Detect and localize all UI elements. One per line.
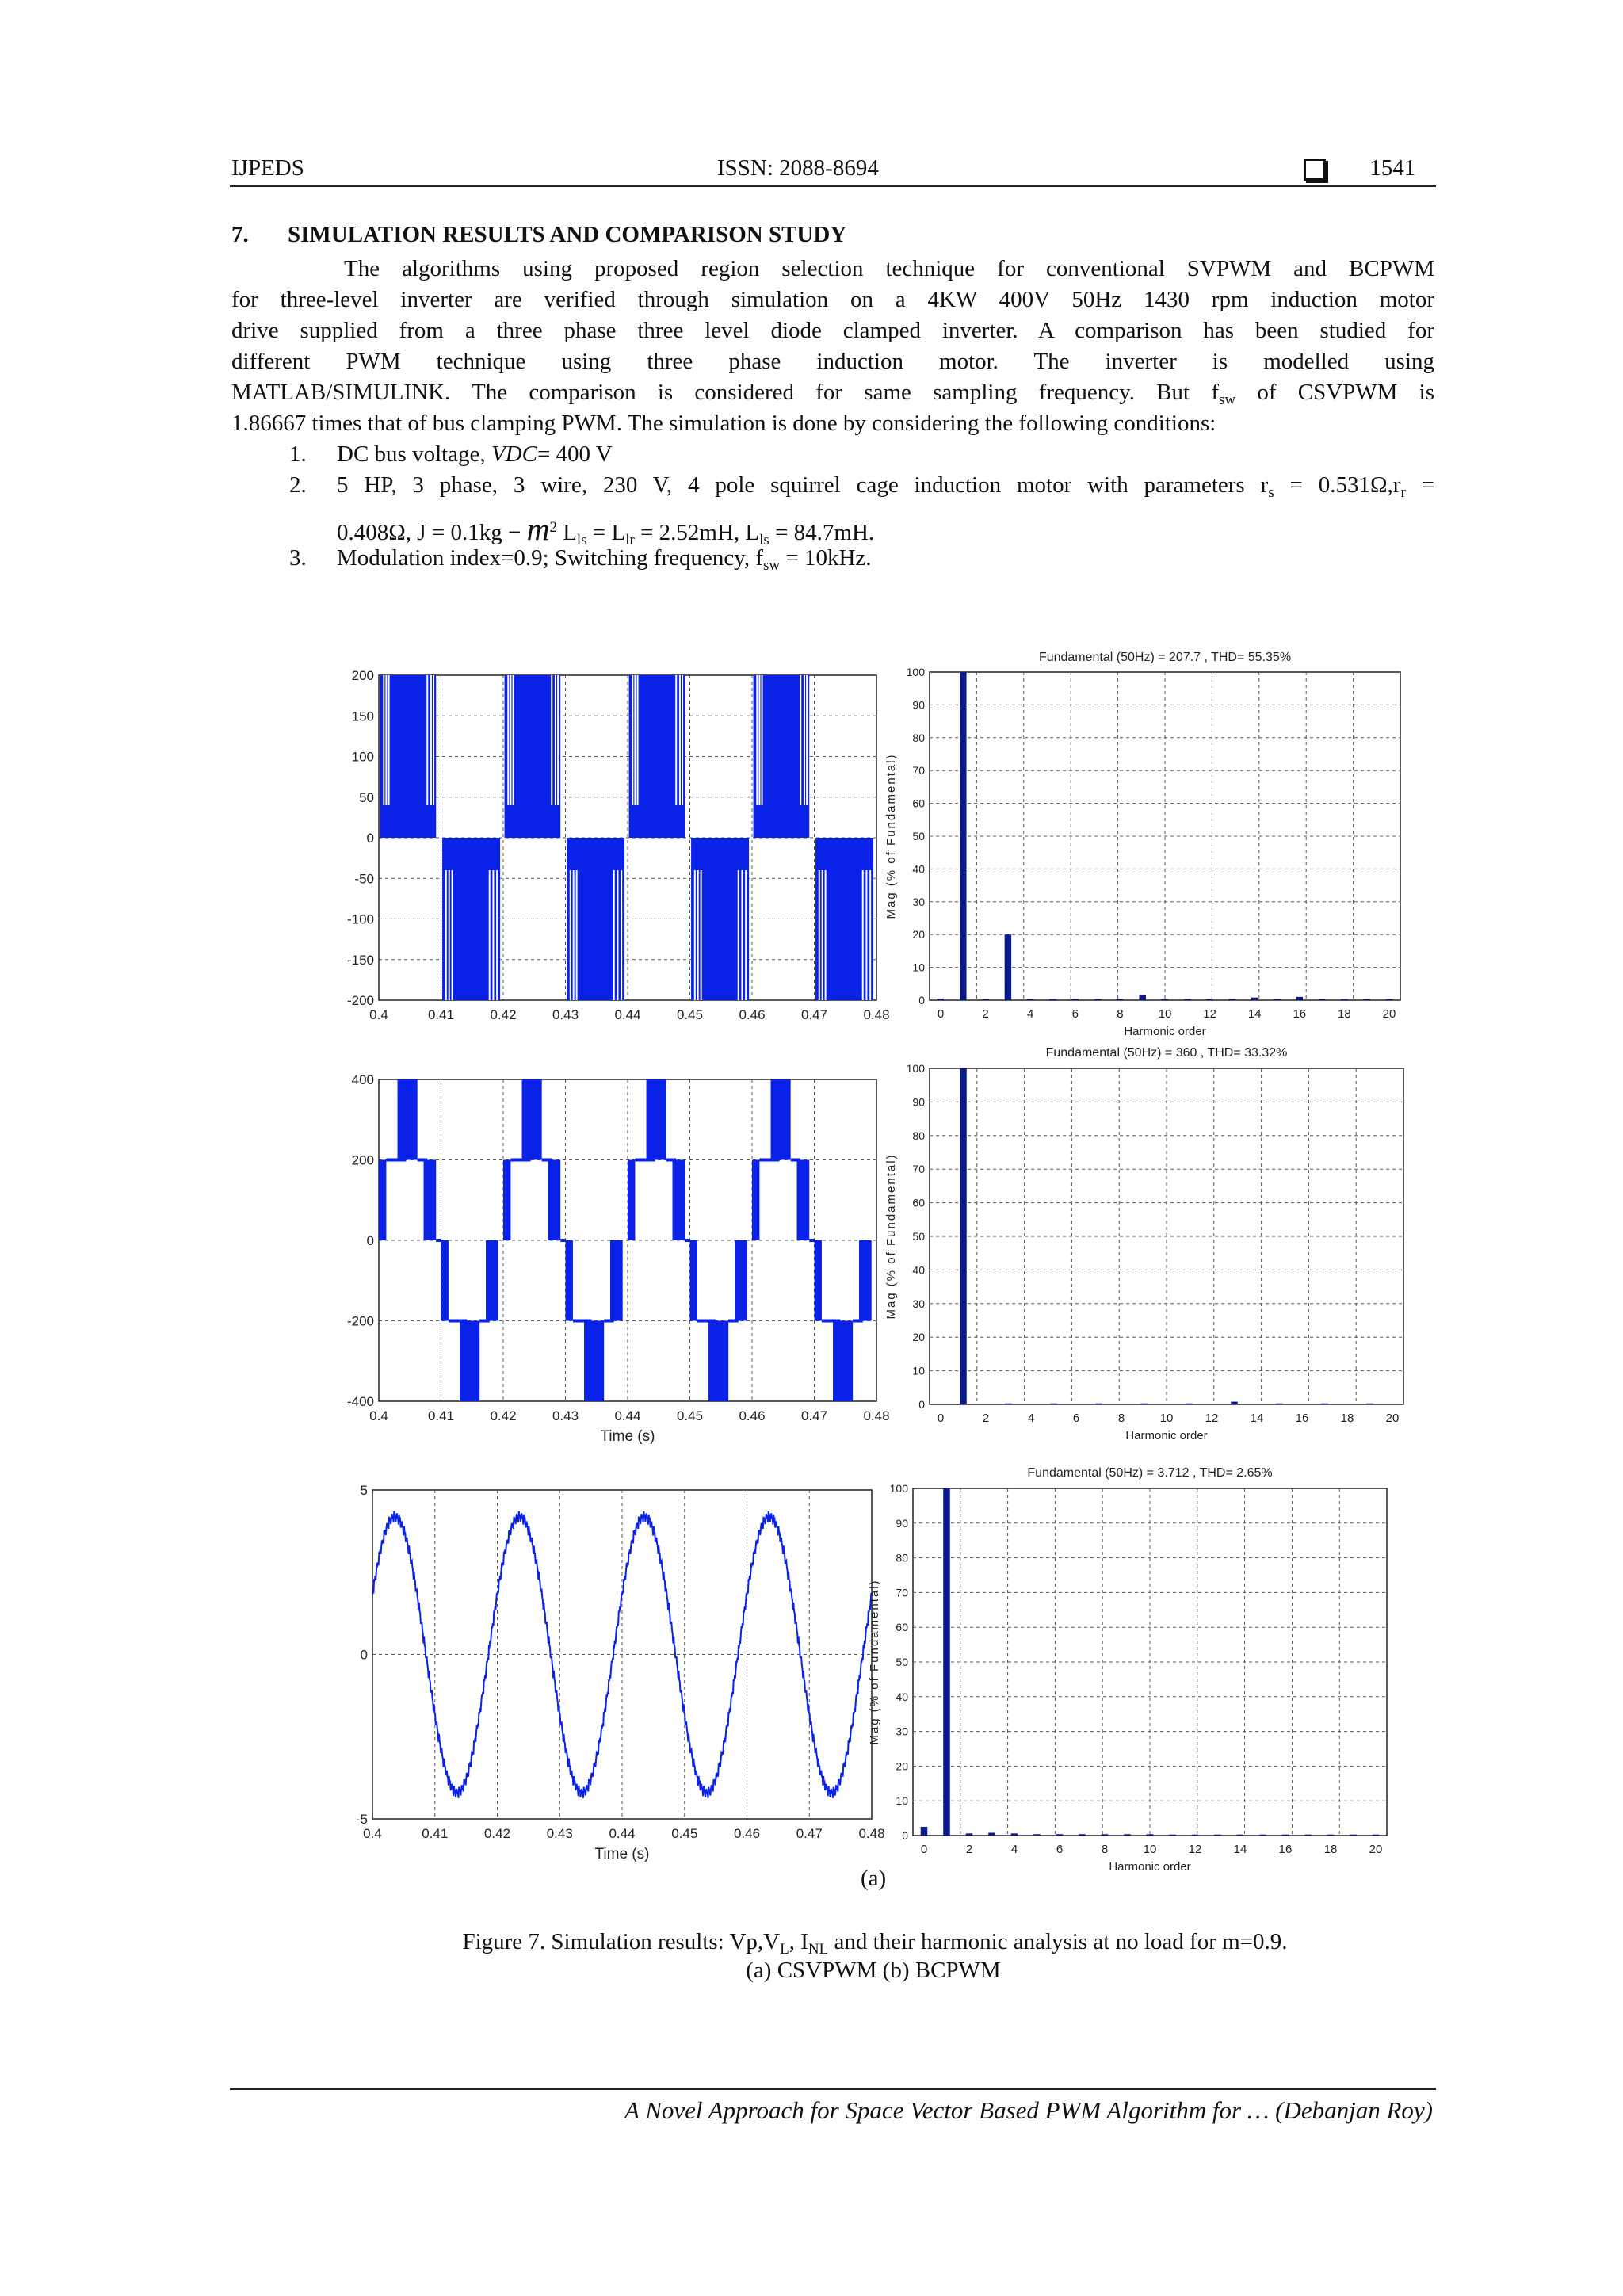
para-line: The algorithms using proposed region selection technique for conventional SVPWM and BCPWM [344, 256, 1434, 281]
journal-name: IJPEDS [231, 155, 304, 181]
spectrum-3-bar [1350, 1835, 1357, 1836]
inl-chart-y-tick: 5 [360, 1483, 368, 1498]
vl-pwm-block [673, 1160, 685, 1241]
vl-pwm-block [548, 1160, 561, 1241]
spectrum-3-bar [921, 1827, 928, 1836]
vp-chart-x-tick: 0.42 [490, 1007, 517, 1022]
inl-chart-x-tick: 0.47 [796, 1826, 823, 1841]
page-number: 1541 [1369, 155, 1416, 181]
vl-pwm-block [815, 1240, 822, 1321]
spectrum-3-y-tick: 40 [896, 1690, 908, 1703]
spectrum-1-bar [1027, 999, 1033, 1000]
spectrum-1-x-tick: 6 [1071, 1007, 1079, 1021]
vl-pwm-block [424, 1160, 437, 1241]
spectrum-3-bar [1124, 1834, 1131, 1836]
spectrum-1-x-tick: 2 [982, 1007, 989, 1021]
spectrum-1-y-tick: 10 [912, 961, 925, 974]
spectrum-2-x-tick: 10 [1159, 1412, 1174, 1425]
condition-modulation: Modulation index=0.9; Switching frequency, $f_{sw} = 10kHz$. [337, 545, 872, 574]
inl-chart-x-tick: 0.43 [546, 1826, 573, 1841]
vp-chart-y-tick: 150 [351, 709, 374, 724]
spectrum-1-y-tick: 0 [918, 994, 925, 1007]
inl-chart-y-tick: -5 [355, 1812, 368, 1827]
spectrum-3-bar [988, 1832, 995, 1836]
para-line: 1.86667 times that of bus clamping PWM. The simulation is done by considering the following conditions: [231, 411, 1216, 436]
vl-pwm-block [647, 1079, 666, 1160]
spectrum-1-y-tick: 80 [912, 731, 925, 744]
vl-chart-y-tick: 400 [351, 1072, 374, 1087]
condition-dc-bus: DC bus voltage, VDC= 400 V [337, 441, 613, 467]
spectrum-1-bar [1296, 997, 1303, 1000]
spectrum-3-bar [1011, 1833, 1018, 1836]
spectrum-3-bar [1327, 1835, 1335, 1836]
spectrum-3-x-tick: 18 [1323, 1843, 1338, 1856]
vl-chart-x-tick: 0.43 [552, 1408, 579, 1423]
vl-chart-x-tick: 0.41 [427, 1408, 455, 1423]
vp-chart-x-tick: 0.44 [614, 1007, 641, 1022]
vl-pwm-block [628, 1160, 635, 1241]
inl-x-axis-label: Time (s) [594, 1846, 650, 1862]
spectrum-1-y-tick: 30 [912, 895, 925, 908]
spectrum-2-x-tick: 20 [1385, 1412, 1400, 1425]
list-number: 3. [289, 545, 307, 571]
spectrum-3-y-tick: 50 [896, 1656, 908, 1668]
spectrum-2-x-tick: 12 [1205, 1412, 1219, 1425]
spectrum-2-title: Fundamental (50Hz) = 360 , THD= 33.32% [1045, 1046, 1288, 1060]
vl-pwm-block [752, 1160, 759, 1241]
spectrum-1-bar [938, 999, 944, 1000]
footer-rule [230, 2088, 1436, 2090]
spectrum-1-bar [982, 999, 988, 1000]
spectrum-1-bar [1139, 995, 1145, 1000]
spectrum-3-x-tick: 20 [1369, 1843, 1383, 1856]
vl-level-line [809, 1239, 814, 1242]
spectrum-2-y-tick: 70 [912, 1163, 925, 1176]
vp-chart-y-tick: -200 [346, 993, 374, 1008]
spectrum-2-y-tick: 0 [918, 1398, 925, 1411]
inl-chart-y-tick: 0 [360, 1647, 368, 1663]
issn: ISSN: 2088-8694 [717, 155, 879, 181]
inl-chart-x-tick: 0.41 [422, 1826, 449, 1841]
spectrum-3-bar [1259, 1835, 1266, 1836]
vl-chart-x-tick: 0.4 [369, 1408, 388, 1423]
spectrum-3-bar [1192, 1835, 1199, 1836]
spectrum-1-bar [1251, 998, 1258, 1000]
spectrum-1-x-tick: 14 [1247, 1007, 1262, 1021]
vl-pwm-block [797, 1160, 810, 1241]
para-line: MATLAB/SIMULINK. The comparison is considered for same sampling frequency. But $f_{sw}$ of CSVPWM is [231, 380, 1434, 408]
inl-chart-x-tick: 0.4 [363, 1826, 382, 1841]
spectrum-3-x-axis-label: Harmonic order [1109, 1860, 1191, 1874]
vp-chart-x-tick: 0.45 [676, 1007, 704, 1022]
para-line: different PWM technique using three phase induction motor. The inverter is modelled using [231, 349, 1434, 374]
spectrum-2-x-tick: 8 [1117, 1412, 1125, 1425]
vl-pwm-block [441, 1240, 449, 1321]
inl-chart-x-tick: 0.46 [733, 1826, 761, 1841]
spectrum-3-y-tick: 20 [896, 1759, 908, 1773]
spectrum-3-x-tick: 4 [1010, 1843, 1018, 1856]
spectrum-1-y-tick: 100 [906, 666, 925, 678]
vl-level-line [685, 1239, 689, 1242]
spectrum-3-x-tick: 16 [1278, 1843, 1293, 1856]
spectrum-2-y-axis-label: Mag (% of Fundamental) [884, 1153, 898, 1320]
spectrum-3-bar [1169, 1835, 1176, 1836]
spectrum-1-x-axis-label: Harmonic order [1124, 1025, 1206, 1038]
spectrum-3-y-axis-label: Mag (% of Fundamental) [868, 1579, 881, 1745]
spectrum-1-y-tick: 20 [912, 928, 925, 942]
inl-chart-x-tick: 0.44 [609, 1826, 636, 1841]
vl-pwm-block [460, 1321, 479, 1402]
condition-motor-line1: 5 HP, 3 phase, 3 wire, 230 V, 4 pole squirrel cage induction motor with parameters $r_s = 0.531\Omega,r_r$ = [337, 472, 1434, 501]
vp-chart-x-tick: 0.47 [800, 1007, 828, 1022]
spectrum-3-bar [943, 1488, 950, 1836]
spectrum-3-bar [1214, 1835, 1221, 1836]
section-title: SIMULATION RESULTS AND COMPARISON STUDY [288, 222, 847, 247]
spectrum-3-x-tick: 8 [1101, 1843, 1109, 1856]
spectrum-3-x-tick: 14 [1233, 1843, 1247, 1856]
vl-chart-y-tick: 200 [351, 1152, 374, 1168]
vp-chart-x-tick: 0.43 [552, 1007, 579, 1022]
spectrum-3-y-tick: 10 [896, 1794, 908, 1808]
spectrum-1-bar [1341, 999, 1347, 1000]
spectrum-1-x-tick: 4 [1027, 1007, 1034, 1021]
vl-chart-x-tick: 0.48 [863, 1408, 890, 1423]
vl-chart-x-tick: 0.42 [490, 1408, 517, 1423]
spectrum-1-bar [1094, 999, 1101, 1000]
spectrum-1-bar [1049, 999, 1056, 1000]
vp-negative-block [691, 838, 749, 1000]
spectrum-3-bar [1373, 1835, 1380, 1836]
spectrum-1-x-tick: 16 [1293, 1007, 1307, 1021]
spectrum-3-y-tick: 90 [896, 1516, 908, 1530]
spectrum-2-y-tick: 30 [912, 1297, 925, 1310]
vp-chart-y-tick: 100 [351, 749, 374, 765]
spectrum-1-x-tick: 12 [1203, 1007, 1216, 1021]
vp-chart-y-tick: -150 [346, 952, 374, 968]
vp-chart-y-tick: -100 [346, 911, 374, 927]
para-line: drive supplied from a three phase three level diode clamped inverter. A comparison has been studied for [231, 318, 1434, 343]
vl-chart-y-tick: -200 [346, 1313, 374, 1329]
spectrum-3-y-tick: 0 [902, 1829, 908, 1842]
condition-motor-line2: 0.408Ω, $J = 0.1kg - m^2$ $L_{ls} = L_{lr} = 2.52mH$, $L_{ls} = 84.7mH$. [337, 511, 875, 548]
spectrum-2-bar [1231, 1402, 1238, 1404]
spectrum-3-bar [1056, 1834, 1064, 1836]
spectrum-1-bar [1363, 999, 1369, 1000]
list-number: 1. [289, 441, 307, 467]
vl-pwm-block [584, 1321, 604, 1402]
spectrum-3-bar [1102, 1834, 1109, 1836]
spectrum-3-y-tick: 60 [896, 1621, 908, 1634]
vl-level-line [436, 1239, 441, 1242]
section-number: 7. [231, 222, 249, 247]
spectrum-1-y-tick: 50 [912, 830, 925, 842]
vl-chart-x-tick: 0.46 [739, 1408, 766, 1423]
spectrum-1-x-tick: 20 [1382, 1007, 1396, 1021]
spectrum-3-x-tick: 6 [1056, 1843, 1064, 1856]
spectrum-1-x-tick: 0 [937, 1007, 945, 1021]
vl-pwm-block [735, 1240, 747, 1321]
vl-pwm-block [398, 1079, 418, 1160]
spectrum-2-x-tick: 4 [1027, 1412, 1035, 1425]
spectrum-1-bar [1072, 999, 1079, 1000]
spectrum-1-y-tick: 40 [912, 862, 925, 876]
spectrum-3-bar [1147, 1834, 1154, 1836]
vp-chart-y-tick: 50 [359, 789, 374, 805]
inl-chart-x-tick: 0.42 [483, 1826, 511, 1841]
spectrum-2-x-tick: 16 [1295, 1412, 1309, 1425]
vl-pwm-block [833, 1321, 853, 1402]
spectrum-1-y-tick: 90 [912, 698, 925, 712]
spectrum-3-y-tick: 80 [896, 1551, 908, 1564]
vl-x-axis-label: Time (s) [600, 1428, 655, 1445]
spectrum-3-bar [1304, 1835, 1312, 1836]
spectrum-1-title: Fundamental (50Hz) = 207.7 , THD= 55.35% [1038, 651, 1292, 664]
vl-pwm-block [610, 1240, 623, 1321]
spectrum-2-y-tick: 20 [912, 1331, 925, 1344]
spectrum-1-bar [1206, 999, 1212, 1000]
vl-pwm-block [379, 1160, 386, 1241]
spectrum-2-y-tick: 100 [906, 1062, 925, 1075]
footer-running-title: A Novel Approach for Space Vector Based PWM Algorithm for … (Debanjan Roy) [624, 2096, 1433, 2124]
spectrum-1-y-tick: 60 [912, 797, 925, 810]
vp-chart-x-tick: 0.46 [739, 1007, 766, 1022]
spectrum-2-bar [960, 1068, 967, 1404]
vp-chart-x-tick: 0.41 [427, 1007, 455, 1022]
spectrum-2-y-tick: 40 [912, 1263, 925, 1277]
spectrum-1-bar [1184, 999, 1190, 1000]
vl-pwm-block [771, 1079, 791, 1160]
spectrum-2-x-tick: 0 [937, 1412, 945, 1425]
inl-chart-x-tick: 0.48 [858, 1826, 885, 1841]
spectrum-1-y-axis-label: Mag (% of Fundamental) [884, 753, 898, 919]
vl-pwm-block [690, 1240, 697, 1321]
vp-negative-block [442, 838, 500, 1000]
inl-chart-x-tick: 0.45 [671, 1826, 698, 1841]
spectrum-1-x-tick: 8 [1117, 1007, 1124, 1021]
vp-chart-y-tick: 0 [366, 831, 374, 846]
spectrum-3-x-tick: 0 [920, 1843, 928, 1856]
spectrum-3-x-tick: 10 [1143, 1843, 1157, 1856]
spectrum-2-y-tick: 60 [912, 1196, 925, 1209]
vp-negative-block [567, 838, 624, 1000]
spectrum-3-bar [1033, 1834, 1041, 1836]
spectrum-1-bar [1005, 934, 1011, 1000]
vl-pwm-block [503, 1160, 510, 1241]
spectrum-2-y-tick: 80 [912, 1129, 925, 1142]
vp-negative-block [815, 838, 873, 1000]
spectrum-2-y-tick: 10 [912, 1364, 925, 1377]
spectrum-2-x-tick: 18 [1340, 1412, 1354, 1425]
vl-chart-x-tick: 0.45 [676, 1408, 704, 1423]
spectrum-1-bar [1117, 999, 1123, 1000]
vp-chart-y-tick: 200 [351, 668, 374, 683]
spectrum-2-x-axis-label: Harmonic order [1125, 1429, 1208, 1442]
vl-pwm-block [859, 1240, 872, 1321]
figure-caption-line1: Figure 7. Simulation results: $Vp,V_L$, $I_{NL}$ and their harmonic analysis at no load for m=0.9. [462, 1929, 1288, 1958]
vp-chart-x-tick: 0.48 [863, 1007, 890, 1022]
spectrum-2-x-tick: 14 [1250, 1412, 1264, 1425]
spectrum-1-x-tick: 18 [1338, 1007, 1351, 1021]
list-number: 2. [289, 472, 307, 498]
vl-chart-x-tick: 0.47 [800, 1408, 828, 1423]
spectrum-3-title: Fundamental (50Hz) = 3.712 , THD= 2.65% [1027, 1466, 1273, 1480]
spectrum-1-bar [1274, 999, 1280, 1000]
vl-chart-y-tick: -400 [346, 1394, 374, 1409]
spectrum-3-bar [966, 1833, 973, 1836]
spectrum-2-y-tick: 50 [912, 1230, 925, 1243]
spectrum-3-y-tick: 100 [889, 1482, 908, 1495]
vl-pwm-block [486, 1240, 498, 1321]
spectrum-3-y-tick: 30 [896, 1725, 908, 1738]
spectrum-1-bar [1386, 999, 1392, 1000]
vl-pwm-block [708, 1321, 728, 1402]
vl-level-line [560, 1239, 565, 1242]
vp-chart-y-tick: -50 [354, 871, 374, 887]
spectrum-3-bar [1237, 1835, 1244, 1836]
figure-caption-line2: (a) CSVPWM (b) BCPWM [746, 1958, 1001, 1983]
vl-pwm-block [566, 1240, 573, 1321]
spectrum-1-y-tick: 70 [912, 764, 925, 777]
spectrum-1-bar [1229, 999, 1235, 1000]
spectrum-2-x-tick: 6 [1072, 1412, 1080, 1425]
spectrum-3-x-tick: 2 [965, 1843, 973, 1856]
spectrum-1-x-tick: 10 [1158, 1007, 1172, 1021]
spectrum-1-bar [1319, 999, 1325, 1000]
spectrum-3-bar [1079, 1834, 1086, 1836]
vl-chart-y-tick: 0 [366, 1233, 374, 1248]
figure-panel-label: (a) [861, 1866, 887, 1891]
spectrum-3-x-tick: 12 [1188, 1843, 1202, 1856]
spectrum-3-bar [1282, 1835, 1289, 1836]
spectrum-1-bar [1162, 999, 1168, 1000]
spectrum-2-y-tick: 90 [912, 1095, 925, 1109]
spectrum-3-y-tick: 70 [896, 1586, 908, 1599]
vp-chart-x-tick: 0.4 [369, 1007, 388, 1022]
para-line: for three-level inverter are verified through simulation on a 4KW 400V 50Hz 1430 rpm induction motor [231, 287, 1434, 312]
vl-pwm-block [522, 1079, 542, 1160]
spectrum-1-bar [960, 672, 966, 1000]
spectrum-2-x-tick: 2 [982, 1412, 990, 1425]
vl-chart-x-tick: 0.44 [614, 1408, 641, 1423]
figure-plots [347, 651, 1403, 1874]
